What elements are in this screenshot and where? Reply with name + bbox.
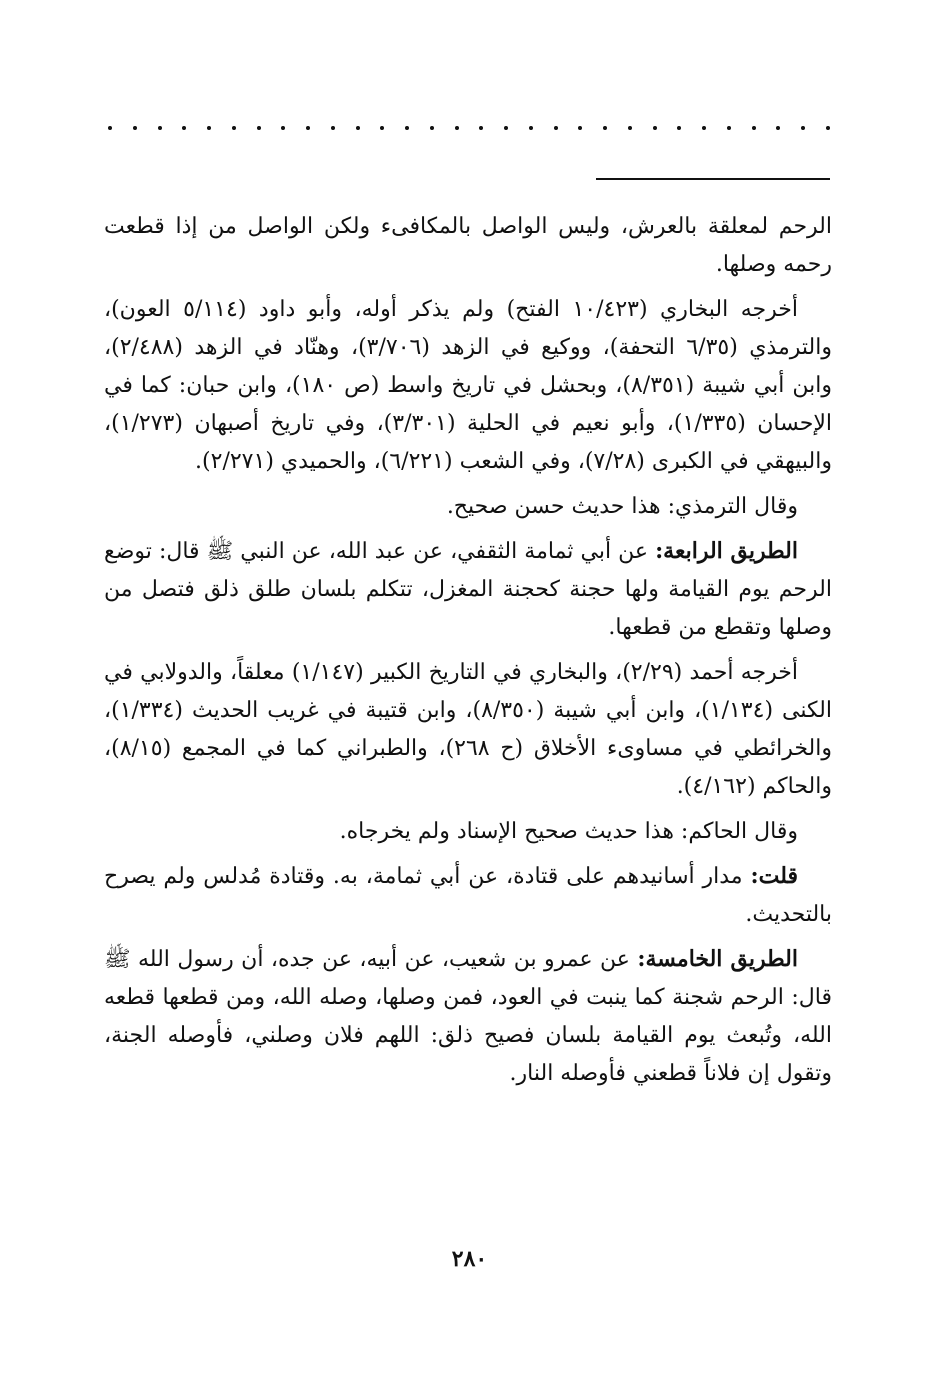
paragraph-1 xyxy=(104,207,832,284)
paragraph-6 xyxy=(104,812,832,851)
separator-dot xyxy=(356,126,360,130)
separator-dot xyxy=(752,126,756,130)
paragraph-text: وقال الحاكم: هذا حديث صحيح الإسناد ولم يخرجاه. xyxy=(339,819,798,844)
separator-dot xyxy=(776,126,780,130)
separator-dot xyxy=(232,126,236,130)
separator-dot xyxy=(182,126,186,130)
paragraph-5 xyxy=(104,653,832,806)
page-number: ٢٨٠ xyxy=(451,1246,488,1272)
separator-dot xyxy=(281,126,285,130)
separator-dot xyxy=(133,126,137,130)
paragraph-3 xyxy=(104,487,832,526)
separator-dot xyxy=(331,126,335,130)
separator-dot xyxy=(405,126,409,130)
paragraph-text: مدار أسانيدهم على قتادة، عن أبي ثمامة، به. وقتادة مُدلس ولم يصرح بالتحديث. xyxy=(104,864,832,927)
paragraph-lead: الطريق الخامسة: xyxy=(637,946,798,972)
separator-dot xyxy=(677,126,681,130)
separator-dot xyxy=(380,126,384,130)
paragraph-2 xyxy=(104,290,832,481)
paragraph-text: أخرجه البخاري (١٠/٤٢٣ الفتح) ولم يذكر أوله، وأبو داود (٥/١١٤ العون)، والترمذي (٦/٣٥ التحفة)، ووكيع في الزهد (٣/٧٠٦)، وهنّاد في الزهد (٢/٤٨٨)، وابن أبي شيبة (٨/٣٥١)، وبحشل في تاريخ واسط (ص ١٨٠)، وابن حبان: كما في الإحسان (١/٣٣٥)، وأبو نعيم في الحلية (٣/٣٠١)، وفي تاريخ أصبهان (١/٢٧٣)، والبيهقي في الكبرى (٧/٢٨)، وفي الشعب (٦/٢٢١)، والحميدي (٢/٢٧١). xyxy=(104,297,832,474)
separator-dot xyxy=(529,126,533,130)
separator-dot xyxy=(207,126,211,130)
separator-dot xyxy=(826,126,830,130)
paragraph-text: الرحم لمعلقة بالعرش، وليس الواصل بالمكافىء ولكن الواصل من إذا قطعت رحمه وصلها. xyxy=(104,214,832,277)
paragraph-lead: الطريق الرابعة: xyxy=(655,538,798,564)
separator-dot xyxy=(455,126,459,130)
separator-dot xyxy=(653,126,657,130)
separator-dot xyxy=(504,126,508,130)
separator-dot xyxy=(479,126,483,130)
paragraph-text: عن عمرو بن شعيب، عن أبيه، عن جده، أن رسول الله ﷺ قال: الرحم شجنة كما ينبت في العود، فمن وصلها، وصله الله، ومن قطعها قطعه الله، وتُبعث يوم القيامة بلسان فصيح ذلق: اللهم فلان وصلني، فأوصله الجنة، وتقول إن فلاناً قطعني فأوصله النار. xyxy=(104,947,832,1086)
separator-dot xyxy=(801,126,805,130)
separator-dot xyxy=(603,126,607,130)
separator-dot xyxy=(554,126,558,130)
paragraph-4 xyxy=(104,532,832,647)
paragraph-8 xyxy=(104,940,832,1093)
footnote-rule xyxy=(596,178,830,180)
separator-dot xyxy=(578,126,582,130)
paragraph-text: عن أبي ثمامة الثقفي، عن عبد الله، عن النبي ﷺ قال: توضع الرحم يوم القيامة ولها حجنة كحجنة المغزل، تتكلم بلسان طلق ذلق فتصل من وصلها وتقطع من قطعها. xyxy=(104,539,832,640)
dotted-separator xyxy=(108,118,830,138)
separator-dot xyxy=(257,126,261,130)
separator-dot xyxy=(430,126,434,130)
separator-dot xyxy=(108,126,112,130)
separator-dot xyxy=(727,126,731,130)
paragraph-lead: قلت: xyxy=(750,863,798,889)
separator-dot xyxy=(306,126,310,130)
paragraph-text: أخرجه أحمد (٢/٢٩)، والبخاري في التاريخ الكبير (١/١٤٧) معلقاً، والدولابي في الكنى (١/١٣٤)، وابن أبي شيبة (٨/٣٥٠)، وابن قتيبة في غريب الحديث (١/٣٣٤)، والخرائطي في مساوىء الأخلاق (ح ٢٦٨)، والطبراني كما في المجمع (٨/١٥)، والحاكم (٤/١٦٢). xyxy=(104,660,833,799)
separator-dot xyxy=(702,126,706,130)
page-body xyxy=(104,207,832,1099)
paragraph-text: وقال الترمذي: هذا حديث حسن صحيح. xyxy=(446,494,798,519)
separator-dot xyxy=(628,126,632,130)
separator-dot xyxy=(158,126,162,130)
paragraph-7 xyxy=(104,857,832,934)
